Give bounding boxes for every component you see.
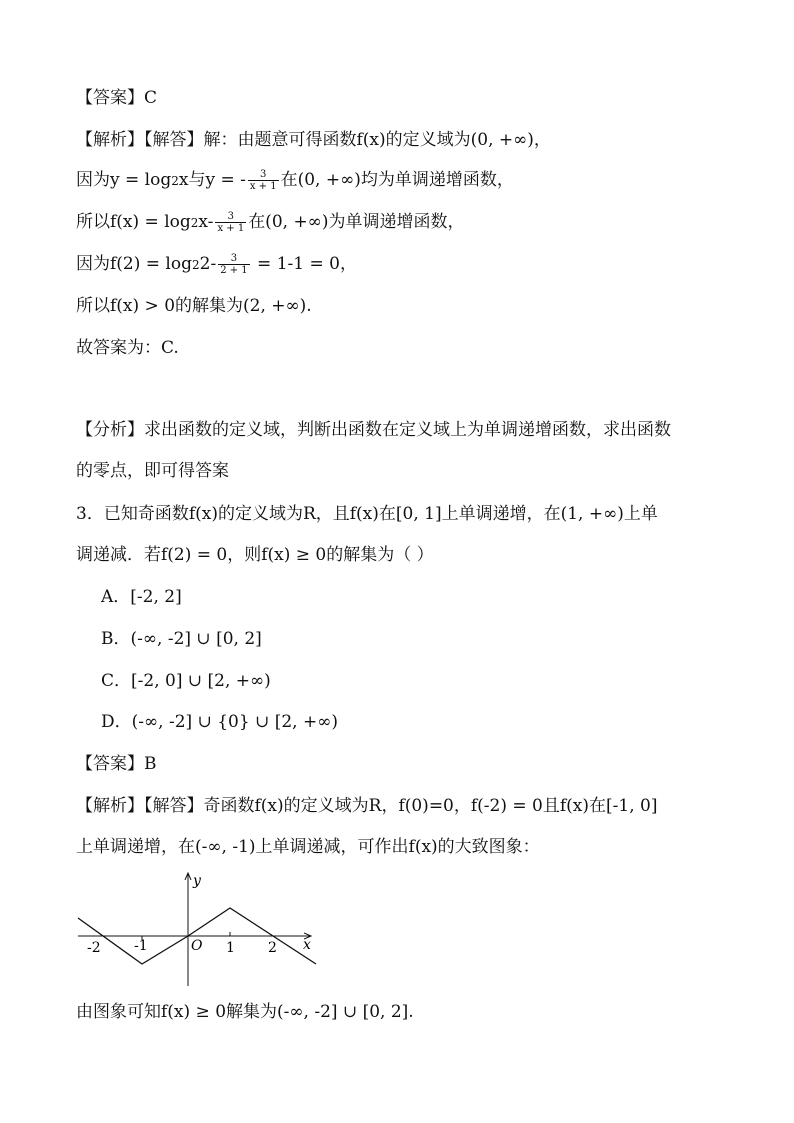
analysis-line-1: 【分析】求出函数的定义域，判断出函数在定义域上为单调递增函数，求出函数 — [76, 420, 671, 440]
answer-label: 【答案】C — [76, 88, 158, 108]
fraction: $\frac{3}{2 + 1}$ — [220, 253, 248, 276]
question-stem-1: 3．已知奇函数f(x)的定义域为R，且f(x)在[0, 1]上单调递增，在(1, +∞)上单 — [76, 504, 658, 524]
solution-line-2: 因为y = log2x与y = - $\frac{3}{x + 1}$ 在(0, +∞)均为单调递增函数， — [76, 169, 514, 192]
solution-line-5: 所以f(x) > 0的解集为(2, +∞). — [76, 296, 312, 316]
fraction: $\frac{3}{x + 1}$ — [217, 211, 245, 234]
analysis-line: 【解析】【解答】解：由题意可得函数f(x)的定义域为(0, +∞)， — [76, 130, 551, 150]
x-axis-label: x — [303, 937, 311, 953]
option-b: B．(-∞, -2] ∪ [0, 2] — [101, 629, 262, 649]
function-graph — [70, 866, 330, 990]
fraction: $\frac{3}{x + 1}$ — [249, 169, 277, 192]
answer-label-2: 【答案】B — [76, 754, 157, 774]
option-c: C．[-2, 0] ∪ [2, +∞) — [101, 671, 271, 691]
y-axis-label: y — [193, 873, 201, 889]
question-stem-2: 调递减．若f(2) = 0，则f(x) ≥ 0的解集为（ ） — [76, 545, 434, 565]
tick-label: 1 — [226, 940, 235, 956]
solution-line-a: 【解析】【解答】奇函数f(x)的定义域为R，f(0)=0，f(-2) = 0且f(x)在[-1, 0] — [76, 796, 658, 816]
solution-line-4: 因为f(2) = log22- $\frac{3}{2 + 1}$ = 1-1 = 0， — [76, 253, 357, 276]
solution-line-3: 所以f(x) = log2x- $\frac{3}{x + 1}$ 在(0, +∞)为单调递增函数， — [76, 211, 465, 234]
solution-line-b: 上单调递增，在(-∞, -1)上单调递减，可作出f(x)的大致图象： — [76, 837, 540, 857]
conclusion-line: 由图象可知f(x) ≥ 0解集为(-∞, -2] ∪ [0, 2]. — [76, 1002, 414, 1022]
origin-label: O — [191, 938, 203, 954]
tick-label: -1 — [134, 938, 148, 954]
tick-label: 2 — [268, 940, 277, 956]
analysis-line-2: 的零点，即可得答案 — [76, 461, 229, 481]
final-answer-line: 故答案为：C. — [76, 338, 179, 358]
option-d: D．(-∞, -2] ∪ {0} ∪ [2, +∞) — [101, 712, 339, 732]
option-a: A．[-2, 2] — [101, 587, 182, 607]
tick-label: -2 — [87, 940, 101, 956]
